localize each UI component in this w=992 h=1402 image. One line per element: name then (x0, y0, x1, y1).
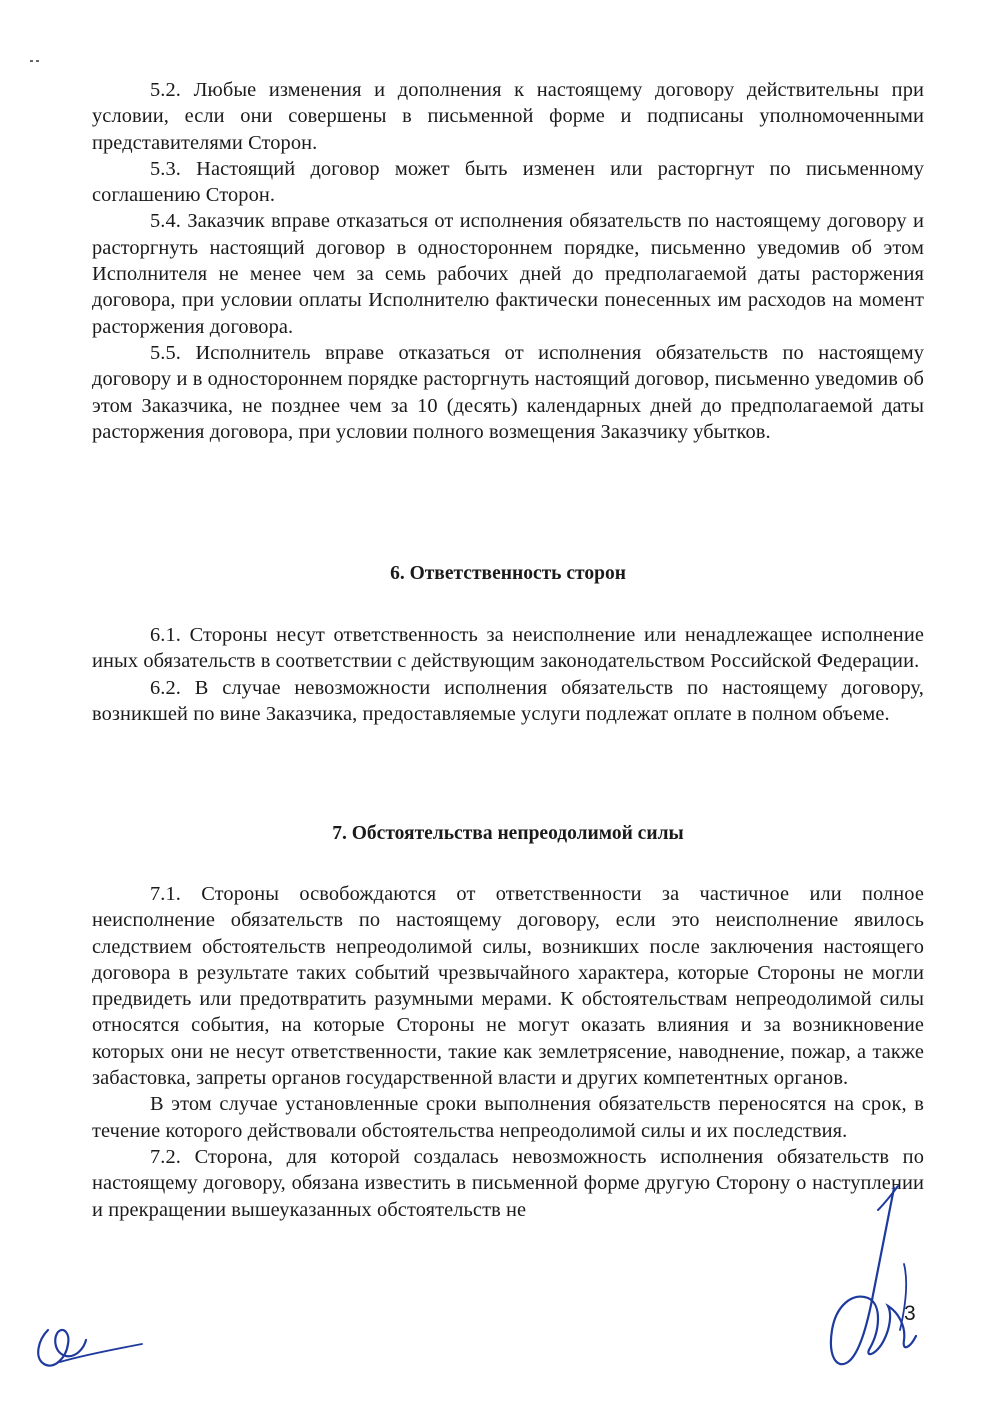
paragraph-5-4: 5.4. Заказчик вправе отказаться от исполнения обязательств по настоящему договору и расторгнуть настоящий договор в одностороннем порядке, письменно уведомив об этом Исполнителя не менее чем за семь рабочих дней до предполагаемой даты расторжения договора, при условии оплаты Исполнителю фактически понесенных им расходов на момент расторжения договора. (92, 210, 924, 338)
paragraph-7-2: 7.2. Сторона, для которой создалась невозможность исполнения обязательств по настоящему договору, обязана известить в письменной форме другую Сторону о наступлении и прекращении вышеуказанных обстоятельств не (92, 1145, 924, 1221)
handwritten-initials-icon (30, 1300, 150, 1380)
paragraph-7-1: 7.1. Стороны освобождаются от ответственности за частичное или полное неисполнение обязательств по настоящему договору, если это неисполнение явилось следствием обстоятельств непреодолимой силы, возникших после заключения настоящего договора в результате таких событий чрезвычайного характера, которые Стороны не могли предвидеть или предотвратить разумными мерами. К обстоятельствам непреодолимой силы относятся события, на которые Стороны не могут оказать влияния и за возникновение которых они не несут ответственности, такие как землетрясение, наводнение, пожар, а также забастовка, запреты органов государственной власти и других компетентных органов. (92, 883, 924, 1090)
paragraph-7-1-continuation: В этом случае установленные сроки выполнения обязательств переносятся на срок, в течение которого действовали обстоятельства непреодолимой силы и их последствия. (92, 1093, 924, 1142)
paragraph-6-1: 6.1. Стороны несут ответственность за неисполнение или ненадлежащее исполнение иных обязательств в соответствии с действующим законодательством Российской Федерации. (92, 624, 924, 673)
scan-artifact (30, 60, 44, 63)
section-6-text (92, 622, 924, 727)
paragraph-5-5: 5.5. Исполнитель вправе отказаться от исполнения обязательств по настоящему договору и в одностороннем порядке расторгнуть настоящий договор, письменно уведомив об этом Заказчика, не позднее чем за 10 (десять) календарных дней до предполагаемой даты расторжения договора, при условии полного возмещения Заказчику убытков. (92, 341, 924, 443)
paragraph-5-2: 5.2. Любые изменения и дополнения к настоящему договору действительны при условии, если они совершены в письменной форме и подписаны уполномоченными представителями Сторон. (92, 79, 924, 154)
section-6-heading: 6. Ответственность сторон (390, 563, 626, 584)
page-number: 3 (904, 1302, 916, 1325)
paragraph-5-3: 5.3. Настоящий договор может быть изменен или расторгнут по письменному соглашению Сторон. (92, 157, 924, 207)
section-7-heading: 7. Обстоятельства непреодолимой силы (332, 823, 684, 844)
paragraph-6-2: 6.2. В случае невозможности исполнения обязательств по настоящему договору, возникшей по вине Заказчика, предоставляемые услуги подлежат оплате в полном объеме. (92, 676, 924, 725)
section-7-text (92, 881, 924, 1223)
section-5-text (92, 77, 924, 445)
